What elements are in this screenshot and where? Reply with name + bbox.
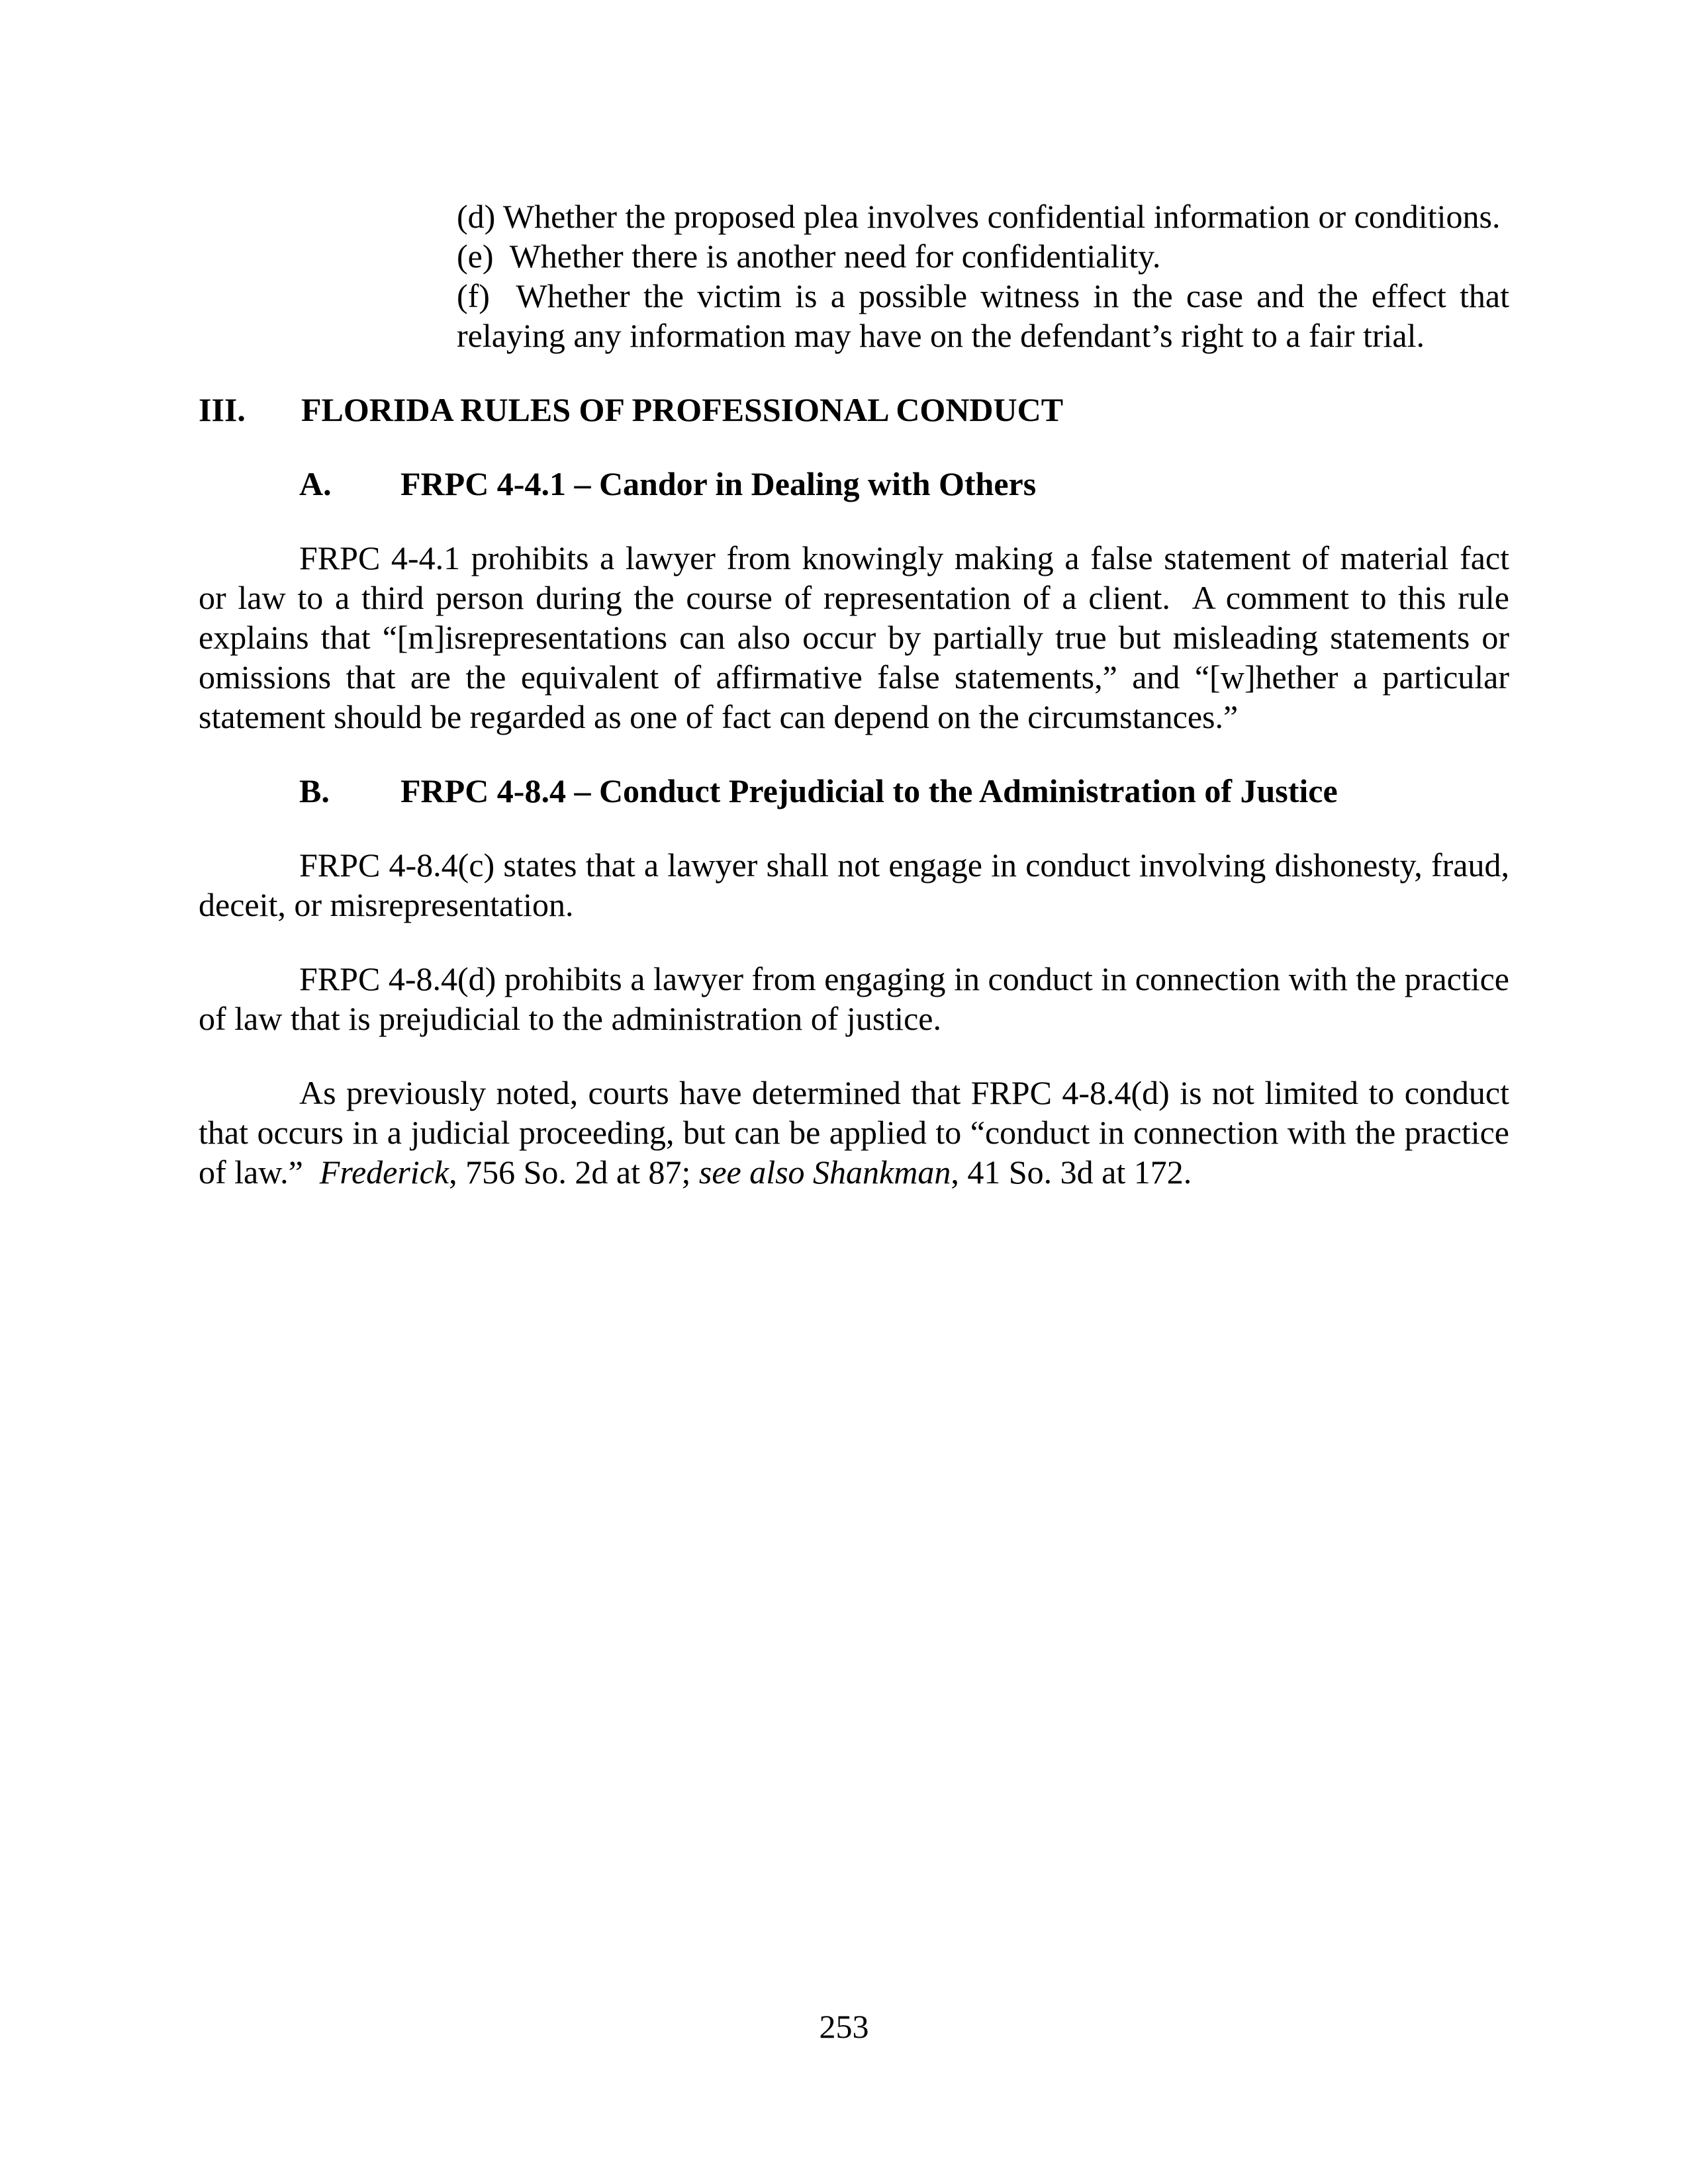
section-title: FLORIDA RULES OF PROFESSIONAL CONDUCT	[301, 391, 1064, 428]
case-name-shankman: see also Shankman	[698, 1154, 951, 1191]
list-item-e: (e) Whether there is another need for confidentiality.	[457, 238, 1161, 275]
citation-text: , 756 So. 2d at 87;	[449, 1154, 699, 1191]
paragraph-line: or law to a third person during the course of representation of a client. A comment to this rule	[199, 579, 1509, 616]
paragraph-line: FRPC 4-8.4(c) states that a lawyer shall not engage in conduct involving dishonesty, fraud,	[299, 846, 1509, 884]
citation-text: , 41 So. 3d at 172.	[951, 1154, 1192, 1191]
section-number: III.	[199, 391, 246, 428]
paragraph-frpc-441	[199, 538, 1509, 737]
subsection-heading-b	[299, 771, 1509, 811]
paragraph-frpc-484c	[199, 845, 1509, 925]
list-item-f-continuation: relaying any information may have on the defendant’s right to a fair trial.	[457, 317, 1425, 354]
case-name-frederick: Frederick	[319, 1154, 449, 1191]
paragraph-line: FRPC 4-8.4(d) prohibits a lawyer from engaging in conduct in connection with the practice	[299, 960, 1509, 997]
list-item-f: (f) Whether the victim is a possible witness in the case and the effect that	[457, 277, 1509, 314]
paragraph-line-citation	[199, 1152, 1509, 1192]
paragraph-line: As previously noted, courts have determined that FRPC 4-8.4(d) is not limited to conduct	[299, 1074, 1509, 1111]
paragraph-line: FRPC 4-4.1 prohibits a lawyer from knowingly making a false statement of material fact	[299, 539, 1509, 576]
paragraph-line: omissions that are the equivalent of affirmative false statements,” and “[w]hether a particular	[199, 659, 1509, 696]
paragraph-line: explains that “[m]isrepresentations can also occur by partially true but misleading statements or	[199, 619, 1509, 656]
subsection-title: FRPC 4-8.4 – Conduct Prejudicial to the Administration of Justice	[400, 772, 1338, 809]
paragraph-line: of law that is prejudicial to the administration of justice.	[199, 1000, 941, 1037]
paragraph-case-citations	[199, 1073, 1509, 1192]
subsection-number: A.	[299, 465, 332, 502]
paragraph-line: that occurs in a judicial proceeding, but can be applied to “conduct in connection with the practice	[199, 1114, 1509, 1151]
section-heading-iii	[199, 390, 1509, 430]
list-item-d: (d) Whether the proposed plea involves confidential information or conditions.	[457, 198, 1501, 235]
subsection-heading-a	[299, 464, 1509, 504]
paragraph-line: statement should be regarded as one of fact can depend on the circumstances.”	[199, 698, 1239, 735]
page-number: 253	[819, 2008, 869, 2045]
subsection-number: B.	[299, 772, 330, 809]
paragraph-line: deceit, or misrepresentation.	[199, 886, 574, 923]
subsection-title: FRPC 4-4.1 – Candor in Dealing with Others	[400, 465, 1037, 502]
list-block	[457, 197, 1509, 355]
citation-text: of law.”	[199, 1154, 320, 1191]
paragraph-frpc-484d	[199, 959, 1509, 1038]
document-body	[199, 197, 1509, 1226]
